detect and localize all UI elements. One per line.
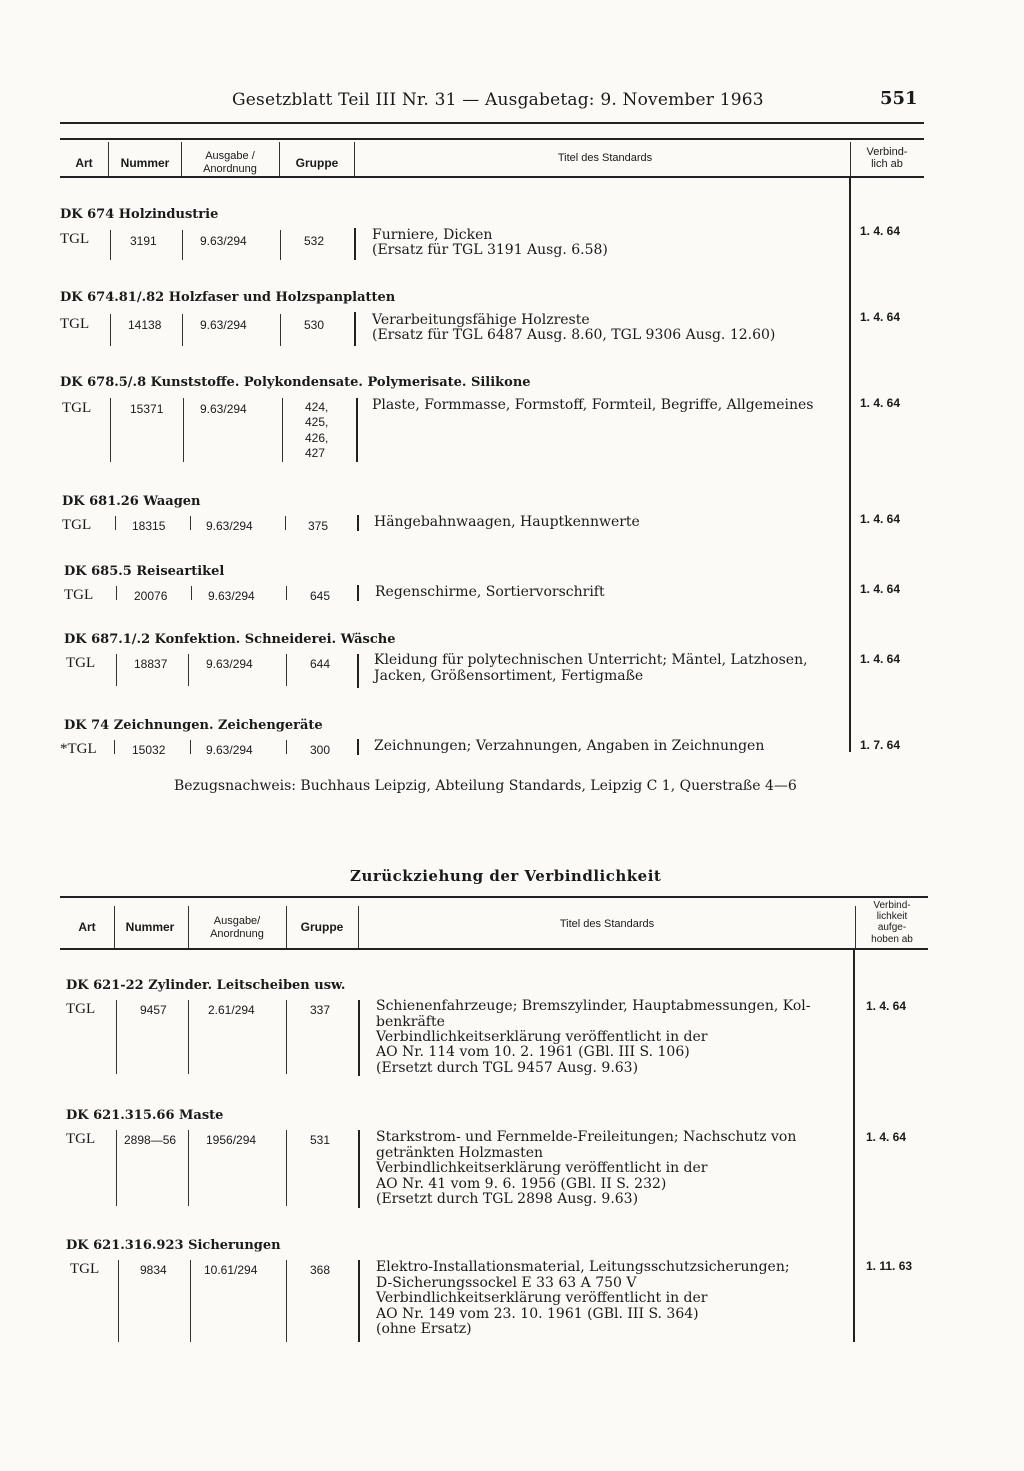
col-titel: Titel des Standards [559,918,655,930]
col-verbindlich-line2: lichkeit [876,911,908,922]
art-cell: TGL [66,1131,96,1147]
title-line: Furniere, Dicken [372,227,493,243]
running-header: Gesetzblatt Teil III Nr. 31 — Ausgabetag: 9. November 1963 [232,90,764,110]
title-line: (ohne Ersatz) [376,1321,472,1337]
verbindlich-date: 1. 4. 64 [866,999,907,1013]
title-line: Plaste, Formmasse, Formstoff, Formteil, Begriffe, Allgemeines [372,397,814,413]
gruppe-cell: 644 [310,657,331,671]
gruppe-cell: 425, [305,415,329,429]
verbindlich-date: 1. 4. 64 [860,652,901,666]
gruppe-cell: 426, [305,431,329,445]
art-cell: TGL [64,587,94,603]
col-ausgabe-line2: Anordnung [203,163,257,175]
gruppe-cell: 532 [304,234,325,248]
ausgabe-cell: 10.61/294 [204,1263,258,1277]
title-line: Regenschirme, Sortiervorschrift [375,584,605,600]
title-line: Zeichnungen; Verzahnungen, Angaben in Zeichnungen [374,738,765,754]
ausgabe-cell: 9.63/294 [200,402,247,416]
gruppe-cell: 375 [308,519,329,533]
verbindlich-date: 1. 7. 64 [860,738,901,752]
col-ausgabe-line1: Ausgabe / [205,150,255,162]
nummer-cell: 3191 [130,234,157,248]
col-verbindlich-line1: Verbind- [873,900,911,911]
ausgabe-cell: 9.63/294 [200,234,247,248]
art-cell: TGL [60,316,90,332]
gruppe-cell: 424, [305,400,329,414]
nummer-cell: 20076 [134,589,168,603]
verbindlich-date: 1. 11. 63 [866,1259,913,1273]
verbindlich-date: 1. 4. 64 [860,224,901,238]
nummer-cell: 15032 [132,743,166,757]
page-number: 551 [880,88,918,109]
section-heading: DK 74 Zeichnungen. Zeichengeräte [64,718,323,733]
title-line: Verarbeitungsfähige Holzreste [372,312,590,328]
title-line: Verbindlichkeitserklärung veröffentlicht in der [376,1160,708,1176]
title-line: AO Nr. 114 vom 10. 2. 1961 (GBl. III S. 106) [376,1044,690,1060]
date-column-rule [853,950,855,1342]
title-line: Jacken, Größensortiment, Fertigmaße [374,668,644,684]
section-heading: DK 674.81/.82 Holzfaser und Holzspanplatten [60,290,396,305]
title-line: (Ersatz für TGL 6487 Ausg. 8.60, TGL 9306 Ausg. 12.60) [372,327,776,343]
title-line: Verbindlichkeitserklärung veröffentlicht in der [376,1290,708,1306]
ausgabe-cell: 9.63/294 [206,519,253,533]
header-rule [60,122,924,124]
nummer-cell: 18837 [134,657,168,671]
section-heading: DK 685.5 Reiseartikel [64,564,225,579]
nummer-cell: 9834 [140,1263,167,1277]
art-cell: TGL [60,231,90,247]
title-line: (Ersatz für TGL 3191 Ausg. 6.58) [372,242,608,258]
footnote: Bezugsnachweis: Buchhaus Leipzig, Abteilung Standards, Leipzig C 1, Querstraße 4—6 [174,778,797,794]
col-ausgabe-line2: Anordnung [210,928,264,940]
col-nummer: Nummer [125,920,175,934]
gruppe-cell: 531 [310,1133,331,1147]
col-verbindlich-line1: Verbind- [866,146,908,158]
title-line: (Ersetzt durch TGL 2898 Ausg. 9.63) [376,1191,639,1207]
section-heading: DK 621.315.66 Maste [66,1108,224,1123]
col-titel: Titel des Standards [557,152,653,164]
title-line: Hängebahnwaagen, Hauptkennwerte [374,514,640,530]
gruppe-cell: 368 [310,1263,331,1277]
section-heading: DK 674 Holzindustrie [60,207,219,222]
nummer-cell: 9457 [140,1003,167,1017]
col-nummer: Nummer [120,156,170,170]
title-line: getränkten Holzmasten [376,1145,544,1161]
title-line: D-Sicherungssockel E 33 63 A 750 V [376,1275,637,1291]
art-cell: TGL [66,655,96,671]
section-heading: DK 687.1/.2 Konfektion. Schneiderei. Wäsche [64,632,396,647]
art-cell: TGL [62,400,92,416]
verbindlich-date: 1. 4. 64 [860,310,901,324]
verbindlich-date: 1. 4. 64 [860,512,901,526]
title-line: (Ersetzt durch TGL 9457 Ausg. 9.63) [376,1060,639,1076]
ausgabe-cell: 9.63/294 [208,589,255,603]
title-line: Verbindlichkeitserklärung veröffentlicht in der [376,1029,708,1045]
ausgabe-cell: 9.63/294 [200,318,247,332]
verbindlich-date: 1. 4. 64 [860,582,901,596]
col-gruppe: Gruppe [300,920,344,934]
section-heading: DK 678.5/.8 Kunststoffe. Polykondensate. Polymerisate. Silikone [60,375,531,390]
date-column-rule [849,178,851,752]
gruppe-cell: 427 [305,446,326,460]
gruppe-cell: 300 [310,743,331,757]
verbindlich-date: 1. 4. 64 [866,1130,907,1144]
section2-title: Zurückziehung der Verbindlichkeit [350,867,662,885]
col-art: Art [78,920,96,934]
col-verbindlich-line4: hoben ab [871,934,913,945]
verbindlich-date: 1. 4. 64 [860,396,901,410]
ausgabe-cell: 1956/294 [206,1133,257,1147]
col-art: Art [75,156,93,170]
section-heading: DK 621.316.923 Sicherungen [66,1238,281,1253]
col-verbindlich-line2: lich ab [871,158,903,170]
section-heading: DK 681.26 Waagen [62,494,201,509]
title-line: Elektro-Installationsmaterial, Leitungsschutzsicherungen; [376,1259,790,1275]
title-line: AO Nr. 149 vom 23. 10. 1961 (GBl. III S. 364) [376,1306,699,1322]
nummer-cell: 14138 [128,318,162,332]
nummer-cell: 15371 [130,402,164,416]
section-heading: DK 621-22 Zylinder. Leitscheiben usw. [66,978,346,993]
title-line: Schienenfahrzeuge; Bremszylinder, Hauptabmessungen, Kol- [376,998,811,1014]
art-cell: TGL [70,1261,100,1277]
gruppe-cell: 530 [304,318,325,332]
col-gruppe: Gruppe [295,156,339,170]
nummer-cell: 2898—56 [124,1133,177,1147]
gruppe-cell: 645 [310,589,331,603]
col-verbindlich-line3: aufge- [877,922,907,933]
title-line: Kleidung für polytechnischen Unterricht; Mäntel, Latzhosen, [374,652,808,668]
title-line: AO Nr. 41 vom 9. 6. 1956 (GBl. II S. 232) [376,1176,667,1192]
ausgabe-cell: 9.63/294 [206,743,253,757]
gruppe-cell: 337 [310,1003,331,1017]
ausgabe-cell: 9.63/294 [206,657,253,671]
art-cell: *TGL [60,741,97,757]
nummer-cell: 18315 [132,519,166,533]
art-cell: TGL [66,1001,96,1017]
title-line: Starkstrom- und Fernmelde-Freileitungen; Nachschutz von [376,1129,797,1145]
col-ausgabe-line1: Ausgabe/ [213,915,261,927]
title-line: benkräfte [376,1014,445,1030]
ausgabe-cell: 2.61/294 [208,1003,255,1017]
art-cell: TGL [62,517,92,533]
